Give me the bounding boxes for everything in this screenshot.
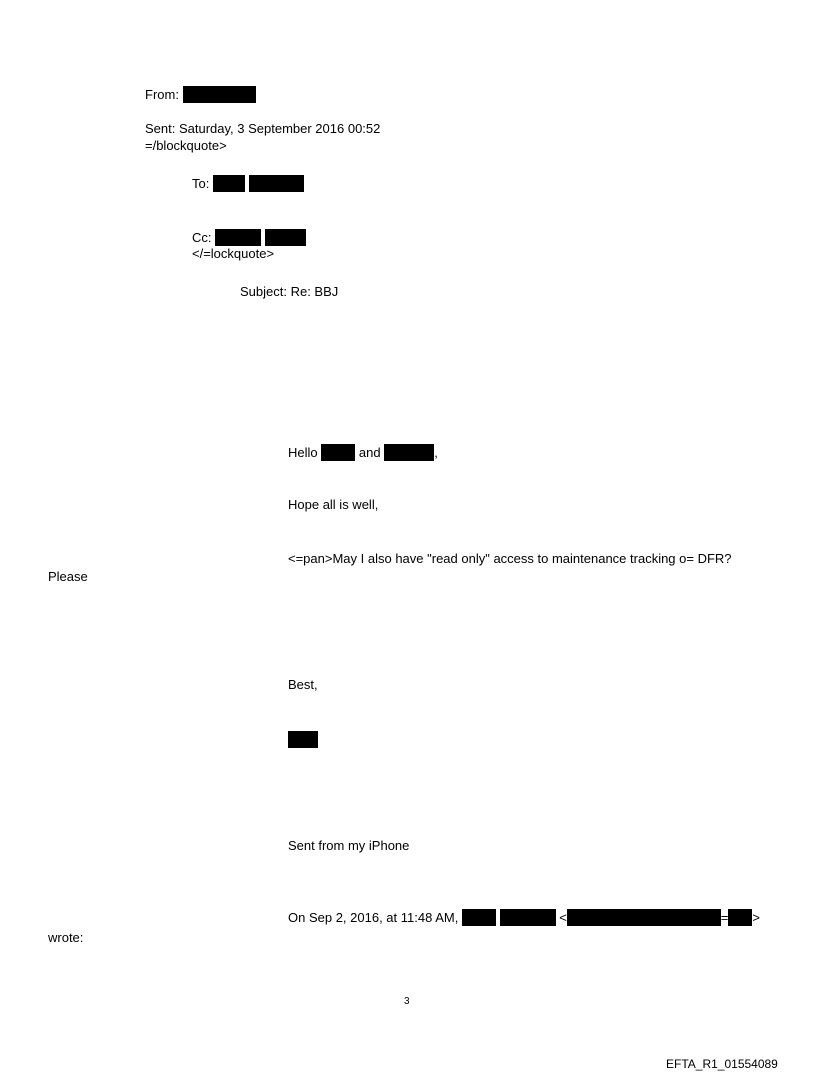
- from-label: From:: [145, 87, 179, 102]
- hope-line: Hope all is well,: [288, 497, 379, 512]
- quoted-intro-text: On Sep 2, 2016, at 11:48 AM,: [288, 910, 459, 925]
- greeting-comma: ,: [434, 445, 438, 460]
- redaction-box: [249, 175, 304, 192]
- to-label: To:: [192, 176, 210, 191]
- sent-line: Sent: Saturday, 3 September 2016 00:52: [145, 121, 381, 136]
- greeting-hello: Hello: [288, 445, 318, 460]
- redaction-box: [567, 909, 721, 926]
- request-line: <=pan>May I also have "read only" access to maintenance tracking o= DFR?: [288, 551, 732, 566]
- redaction-box: [728, 909, 752, 926]
- greeting-line: [288, 444, 438, 461]
- redaction-box: [183, 86, 256, 103]
- best-line: Best,: [288, 677, 318, 692]
- redaction-box: [321, 444, 355, 461]
- redaction-box: [462, 909, 496, 926]
- redaction-box: [213, 175, 245, 192]
- wrote-line: wrote:: [48, 930, 84, 945]
- redaction-box: [288, 731, 318, 748]
- cc-line: [192, 229, 306, 246]
- document-id: EFTA_R1_01554089: [666, 1057, 778, 1071]
- subject-line: Subject: Re: BBJ: [240, 284, 339, 299]
- email-open-bracket: <: [559, 910, 567, 925]
- signature-redaction-line: [288, 731, 318, 748]
- to-line: [192, 175, 304, 192]
- blockquote-close-line: </=lockquote>: [192, 246, 275, 261]
- cc-label: Cc:: [192, 230, 212, 245]
- page-number: 3: [404, 996, 410, 1007]
- please-line: Please: [48, 569, 88, 584]
- redaction-box: [265, 229, 306, 246]
- quoted-intro-line: [288, 909, 760, 926]
- sent-from-line: Sent from my iPhone: [288, 838, 410, 853]
- redaction-box: [500, 909, 556, 926]
- redaction-box: [384, 444, 434, 461]
- redaction-box: [215, 229, 261, 246]
- email-close-bracket: >: [752, 910, 760, 925]
- from-line: [145, 86, 256, 103]
- email-equals: =: [720, 910, 729, 925]
- greeting-and: and: [358, 445, 381, 460]
- blockquote-open-line: =/blockquote>: [145, 138, 227, 153]
